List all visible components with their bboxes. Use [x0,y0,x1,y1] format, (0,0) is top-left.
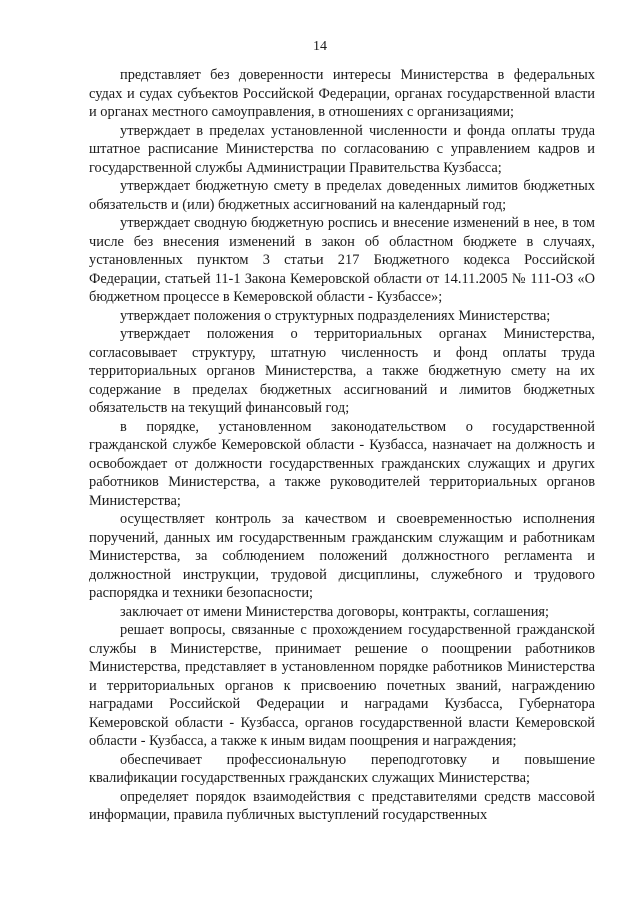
paragraph: определяет порядок взаимодействия с представителями средств массовой информации, правила публичных выступлений государственных [89,788,595,823]
page-number: 14 [313,39,327,54]
paragraph: обеспечивает профессиональную переподготовку и повышение квалификации государственных гражданских служащих Министерства; [89,751,595,786]
paragraph: в порядке, установленном законодательством о государственной гражданской службе Кемеровской области - Кузбасса, назначает на должность и освобождает от должности государственных гражданских служащих и других работников Министерства, а также руководителей территориальных органов Министерства; [89,418,595,509]
paragraph: заключает от имени Министерства договоры, контракты, соглашения; [120,603,550,620]
paragraph: осуществляет контроль за качеством и своевременностью исполнения поручений, данных им государственным гражданским служащим и работникам Министерства, за соблюдением положений должностного регламента и должностной инструкции, трудовой дисциплины, служебного и трудового распорядка и техники безопасности; [89,511,595,601]
paragraph: утверждает сводную бюджетную роспись и внесение изменений в нее, в том числе без внесения изменений в закон об областном бюджете в случаях, установленных пунктом 3 статьи 217 Бюджетного кодекса Российской Федерации, статьей 11-1 Закона Кемеровской области от 14.11.2005 № 111-ОЗ «О бюджетном процессе в Кемеровской области - Кузбассе»; [89,215,595,305]
paragraph: представляет без доверенности интересы Министерства в федеральных судах и судах субъектов Российской Федерации, органах государственной власти и органах местного самоуправления, в отношениях с организациями; [89,67,595,120]
document-body [89,66,595,825]
paragraph: утверждает бюджетную смету в пределах доведенных лимитов бюджетных обязательств и (или) бюджетных ассигнований на календарный год; [89,178,595,213]
paragraph: утверждает положения о территориальных органах Министерства, согласовывает структуру, штатную численность и фонд оплаты труда территориальных органов Министерства, а также бюджетную смету на их содержание в пределах бюджетных ассигнований и лимитов бюджетных обязательств на текущий финансовый год; [89,326,595,416]
paragraph: утверждает в пределах установленной численности и фонда оплаты труда штатное расписание Министерства по согласованию с управлением кадров и государственной службы Администрации Правительства Кузбасса; [89,122,595,176]
paragraph: утверждает положения о структурных подразделениях Министерства; [120,307,551,324]
paragraph: решает вопросы, связанные с прохождением государственной гражданской службы в Министерстве, принимает решение о поощрении работников Министерства, представляет в установленном порядке работников Министерства и территориальных органов к присвоению почетных званий, награждению наградами Российской Федерации и наградами Кузбасса, Губернатора Кемеровской области - Кузбасса, органов государственной власти Кемеровской области - Кузбасса, а также к иным видам поощрения и награждения; [89,622,595,749]
